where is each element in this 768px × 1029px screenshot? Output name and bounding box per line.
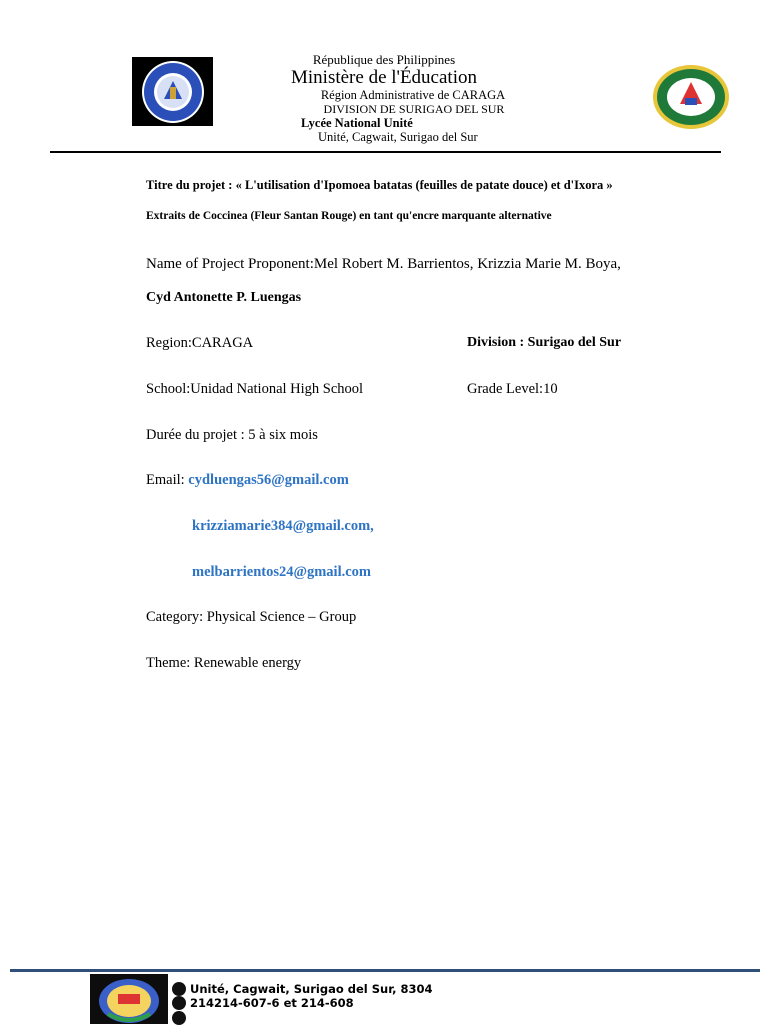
division-field: Division : Surigao del Sur	[467, 335, 622, 350]
school-address: Unité, Cagwait, Surigao del Sur	[318, 130, 478, 144]
division-heading: DIVISION DE SURIGAO DEL SUR	[323, 102, 505, 116]
email-label: Email:	[146, 472, 189, 488]
project-title-line-1: Titre du projet : « L'utilisation d'Ipomoea batatas (feuilles de patate douce) et d'Ixora »	[146, 178, 613, 192]
school-field: School:Unidad National High School	[146, 381, 364, 397]
home-icon	[172, 982, 186, 996]
footer-divider	[10, 969, 760, 972]
proponent-line	[146, 256, 621, 273]
footer-phone: 214214-607-6 et 214-608	[190, 996, 354, 1010]
region-field: Region:CARAGA	[146, 335, 254, 351]
proponent-line-2: Cyd Antonette P. Luengas	[146, 290, 302, 305]
footer-address: Unité, Cagwait, Surigao del Sur, 8304	[190, 982, 433, 996]
footer-phone-line	[172, 996, 354, 1010]
email-link-2[interactable]: krizziamarie384@gmail.com,	[192, 518, 374, 534]
email-link-1[interactable]: cydluengas56@gmail.com	[188, 472, 349, 488]
duration-field: Durée du projet : 5 à six mois	[146, 427, 318, 443]
proponent-label: Name of Project Proponent:	[146, 256, 314, 272]
project-title-line-2: Extraits de Coccinea (Fleur Santan Rouge) en tant qu'encre marquante alternative	[146, 210, 552, 222]
school-heading: Lycée National Unité	[301, 116, 413, 130]
phone-icon	[172, 996, 186, 1010]
category-field: Category: Physical Science – Group	[146, 609, 357, 625]
school-logo	[90, 974, 168, 1024]
mail-icon	[172, 1011, 186, 1025]
grade-field: Grade Level:10	[467, 381, 558, 397]
footer-mail-line	[172, 1011, 190, 1025]
theme-field: Theme: Renewable energy	[146, 655, 302, 671]
footer-address-line	[172, 982, 433, 996]
email-line	[146, 472, 349, 489]
header-divider	[50, 151, 721, 153]
region-heading: Région Administrative de CARAGA	[320, 88, 506, 102]
email-link-3[interactable]: melbarrientos24@gmail.com	[192, 564, 371, 580]
republic-heading: République des Philippines	[312, 52, 456, 67]
proponent-names: Mel Robert M. Barrientos, Krizzia Marie M. Boya,	[313, 256, 621, 272]
ministry-heading: Ministère de l'Éducation	[291, 67, 477, 88]
